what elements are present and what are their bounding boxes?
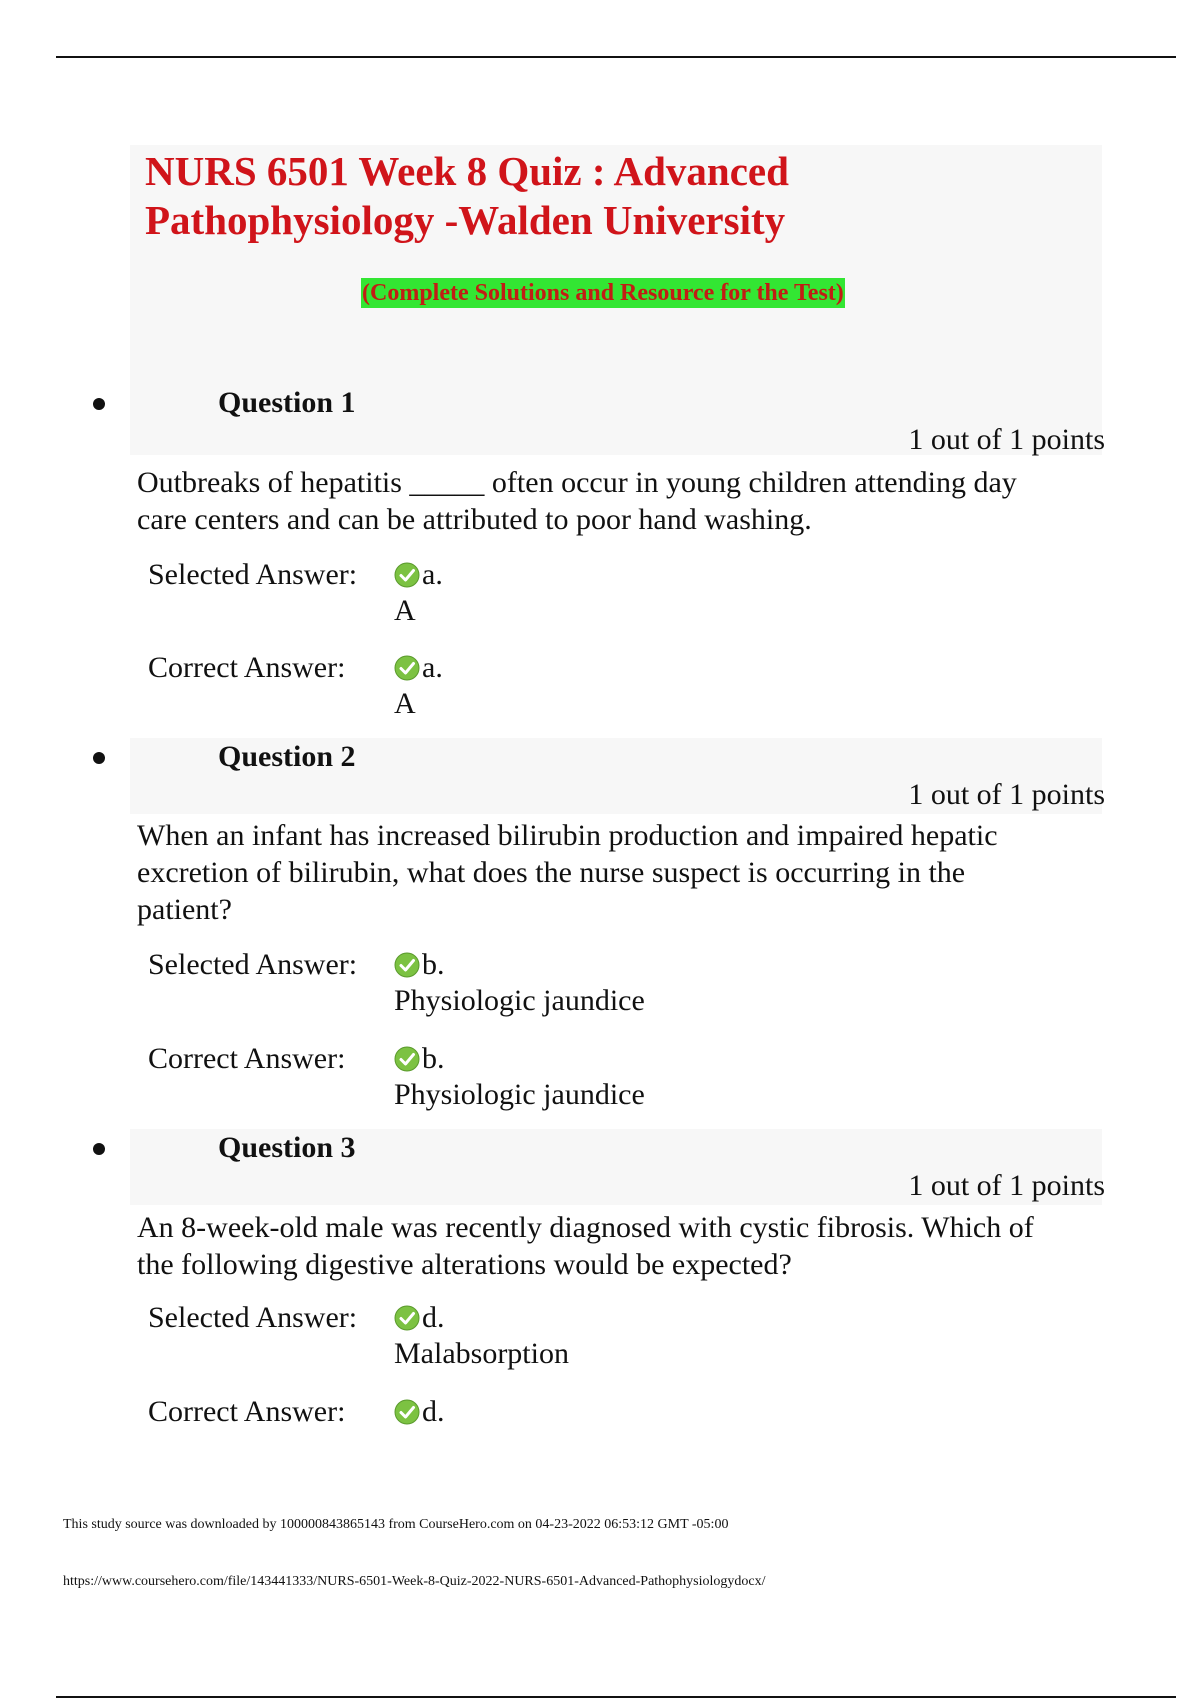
question-text: An 8-week-old male was recently diagnosed with cystic fibrosis. Which of the following digestive alterations would be expected? [137, 1211, 1034, 1281]
question-points: 1 out of 1 points [908, 778, 1105, 811]
bullet-icon [93, 1143, 105, 1155]
correct-answer-label: Correct Answer: [148, 651, 346, 684]
selected-answer-letter: b. [422, 948, 445, 981]
check-circle-icon [394, 655, 420, 681]
selected-answer-letter: a. [422, 558, 443, 591]
bottom-rule [56, 1696, 1176, 1698]
correct-answer-letter: d. [422, 1395, 445, 1428]
correct-answer-label: Correct Answer: [148, 1042, 346, 1075]
correct-answer-text: Physiologic jaundice [394, 1078, 645, 1111]
selected-answer-label: Selected Answer: [148, 1301, 358, 1334]
correct-answer [394, 1394, 445, 1430]
correct-answer [394, 650, 443, 724]
question-text: Outbreaks of hepatitis _____ often occur in young children attending day care centers and can be attributed to poor hand washing. [137, 466, 1017, 536]
page-title: NURS 6501 Week 8 Quiz : Advanced Pathophysiology -Walden University [145, 148, 789, 243]
bullet-icon [93, 752, 105, 764]
selected-answer [394, 1300, 569, 1374]
question-points: 1 out of 1 points [908, 423, 1105, 456]
question-heading: Question 3 [218, 1131, 356, 1164]
selected-answer-label: Selected Answer: [148, 948, 358, 981]
selected-answer-letter: d. [422, 1301, 445, 1334]
check-circle-icon [394, 562, 420, 588]
correct-answer-label: Correct Answer: [148, 1395, 346, 1428]
download-note: This study source was downloaded by 100000843865143 from CourseHero.com on 04-23-2022 06:53:12 GMT -05:00 [63, 1517, 729, 1532]
selected-answer-text: Malabsorption [394, 1337, 569, 1370]
correct-answer-letter: a. [422, 651, 443, 684]
selected-answer [394, 947, 645, 1021]
correct-answer [394, 1041, 645, 1115]
check-circle-icon [394, 1046, 420, 1072]
bullet-icon [93, 398, 105, 410]
selected-answer-text: Physiologic jaundice [394, 984, 645, 1017]
subtitle-highlight: (Complete Solutions and Resource for the Test) [362, 280, 844, 306]
selected-answer-text: A [394, 594, 416, 627]
selected-answer [394, 557, 443, 631]
question-text: When an infant has increased bilirubin production and impaired hepatic excretion of bilirubin, what does the nurse suspect is occurring in the patient? [137, 819, 998, 926]
correct-answer-letter: b. [422, 1042, 445, 1075]
check-circle-icon [394, 952, 420, 978]
selected-answer-label: Selected Answer: [148, 558, 358, 591]
question-heading: Question 2 [218, 740, 356, 773]
check-circle-icon [394, 1399, 420, 1425]
source-url-link[interactable]: https://www.coursehero.com/file/143441333/NURS-6501-Week-8-Quiz-2022-NURS-6501-Advanced-Pathophysiologydocx/ [63, 1574, 766, 1589]
question-heading: Question 1 [218, 386, 356, 419]
question-points: 1 out of 1 points [908, 1169, 1105, 1202]
check-circle-icon [394, 1305, 420, 1331]
correct-answer-text: A [394, 687, 416, 720]
top-rule [56, 56, 1176, 58]
